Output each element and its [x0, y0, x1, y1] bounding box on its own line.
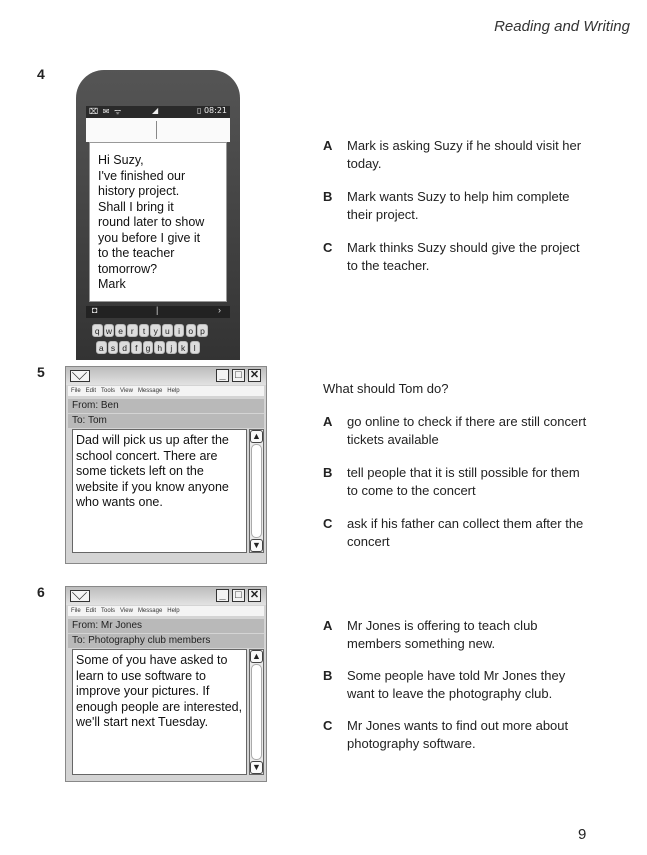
scroll-thumb	[251, 664, 262, 760]
message-line: history project.	[98, 184, 180, 198]
menu-item-view: View	[120, 388, 133, 394]
message-line: round later to show	[98, 215, 205, 229]
message-line: Hi Suzy,	[98, 153, 144, 167]
option-5a	[323, 413, 593, 449]
page-header-title: Reading and Writing	[494, 18, 630, 35]
option-letter: A	[323, 138, 333, 153]
phone-status-icons: ⌧ ✉ ᯤ	[89, 107, 123, 116]
menu-item-message: Message	[137, 608, 163, 614]
menu-item-tools: Tools	[101, 388, 116, 394]
option-text: Mark is asking Suzy if he should visit her today.	[347, 138, 582, 171]
email-from: From: Mr Jones	[68, 619, 264, 633]
key: a	[96, 341, 107, 354]
message-line: you before I give it	[98, 230, 201, 245]
phone-clock: ▯ 08:21	[197, 106, 227, 115]
menu-item-message: Message	[137, 388, 163, 394]
question-5-prompt: What should Tom do?	[323, 381, 449, 396]
option-4a	[323, 137, 593, 173]
key: h	[154, 341, 165, 354]
email-menu-bar	[68, 386, 264, 396]
scroll-thumb	[251, 444, 262, 538]
phone-status-bar	[86, 106, 230, 118]
text-cursor	[156, 121, 157, 139]
option-letter: C	[323, 718, 333, 733]
envelope-icon	[70, 590, 90, 602]
page-number: 9	[578, 826, 587, 843]
message-line: to the teacher	[98, 246, 175, 260]
question-number-5: 5	[37, 364, 45, 380]
option-text: Mr Jones is offering to teach club members something new.	[347, 618, 538, 651]
phone-illustration	[76, 70, 240, 360]
window-title-bar	[66, 587, 266, 605]
window-title-bar	[66, 367, 266, 385]
key: i	[174, 324, 185, 337]
signal-icon: ◢	[152, 106, 159, 115]
envelope-icon	[70, 370, 90, 382]
phone-compose-field	[86, 118, 230, 142]
close-icon: ✕	[249, 369, 260, 381]
message-line: Shall I bring it	[98, 199, 174, 214]
scroll-down-icon: ▼	[250, 539, 263, 552]
camera-icon: ◘	[92, 305, 98, 315]
option-letter: B	[323, 465, 333, 480]
menu-item-file: File	[71, 608, 81, 614]
minimize-icon: _	[216, 369, 229, 382]
phone-keyboard-row-2	[96, 338, 236, 356]
email-scrollbar	[249, 429, 264, 553]
option-4b	[323, 188, 593, 224]
minimize-icon: _	[216, 589, 229, 602]
question-number-6: 6	[37, 584, 45, 600]
maximize-icon: □	[232, 369, 245, 382]
option-text: Mr Jones wants to find out more about photography software.	[347, 718, 569, 751]
chevron-right-icon: ›	[218, 305, 221, 315]
key: k	[178, 341, 189, 354]
email-window-6	[65, 586, 267, 782]
phone-text-message	[89, 142, 227, 302]
message-line: tomorrow?	[98, 261, 158, 276]
close-icon: ✕	[249, 589, 260, 601]
option-4c	[323, 239, 593, 275]
key: o	[186, 324, 197, 337]
option-text: Mark wants Suzy to help him complete their project.	[347, 189, 570, 222]
key: s	[108, 341, 119, 354]
email-from: From: Ben	[68, 399, 264, 413]
email-body: Dad will pick us up after the school concert. There are some tickets left on the website if you know anyone who wants one.	[72, 429, 247, 553]
email-to: To: Tom	[68, 414, 264, 428]
key: q	[92, 324, 103, 337]
phone-keyboard-toolbar	[86, 306, 230, 318]
option-text: Mark thinks Suzy should give the project to the teacher.	[347, 240, 580, 273]
menu-item-help: Help	[167, 608, 180, 614]
email-body: Some of you have asked to learn to use software to improve your pictures. If enough people are interested, we'll start next Tuesday.	[72, 649, 247, 775]
key: f	[131, 341, 142, 354]
cursor-icon: |	[156, 305, 159, 315]
key: r	[127, 324, 138, 337]
option-5b	[323, 464, 593, 500]
option-6a	[323, 617, 593, 653]
option-letter: A	[323, 414, 333, 429]
scroll-down-icon: ▼	[250, 761, 263, 774]
option-text: ask if his father can collect them after the concert	[347, 516, 584, 549]
option-letter: B	[323, 189, 333, 204]
menu-item-tools: Tools	[101, 608, 116, 614]
email-to: To: Photography club members	[68, 634, 264, 648]
key: t	[139, 324, 150, 337]
key: w	[104, 324, 115, 337]
menu-item-file: File	[71, 388, 81, 394]
menu-item-help: Help	[167, 388, 180, 394]
option-letter: A	[323, 618, 333, 633]
key: y	[150, 324, 161, 337]
key: j	[166, 341, 177, 354]
option-5c	[323, 515, 593, 551]
email-menu-bar	[68, 606, 264, 616]
message-line: I've finished our	[98, 168, 186, 183]
option-letter: B	[323, 668, 333, 683]
question-number-4: 4	[37, 66, 45, 82]
option-text: tell people that it is still possible for them to come to the concert	[347, 465, 580, 498]
menu-item-edit: Edit	[85, 388, 97, 394]
scroll-up-icon: ▲	[250, 430, 263, 443]
key: e	[115, 324, 126, 337]
scroll-up-icon: ▲	[250, 650, 263, 663]
key: p	[197, 324, 208, 337]
option-6c	[323, 717, 593, 753]
key: d	[119, 341, 130, 354]
option-text: Some people have told Mr Jones they want to leave the photography club.	[347, 668, 566, 701]
option-letter: C	[323, 516, 333, 531]
option-letter: C	[323, 240, 333, 255]
menu-item-edit: Edit	[85, 608, 97, 614]
option-text: go online to check if there are still concert tickets available	[347, 414, 587, 447]
key: l	[190, 341, 201, 354]
maximize-icon: □	[232, 589, 245, 602]
key: u	[162, 324, 173, 337]
message-line: Mark	[98, 277, 126, 291]
phone-keyboard-row-1	[92, 321, 232, 339]
key: g	[143, 341, 154, 354]
email-window-5	[65, 366, 267, 564]
menu-item-view: View	[120, 608, 133, 614]
email-scrollbar	[249, 649, 264, 775]
option-6b	[323, 667, 593, 703]
